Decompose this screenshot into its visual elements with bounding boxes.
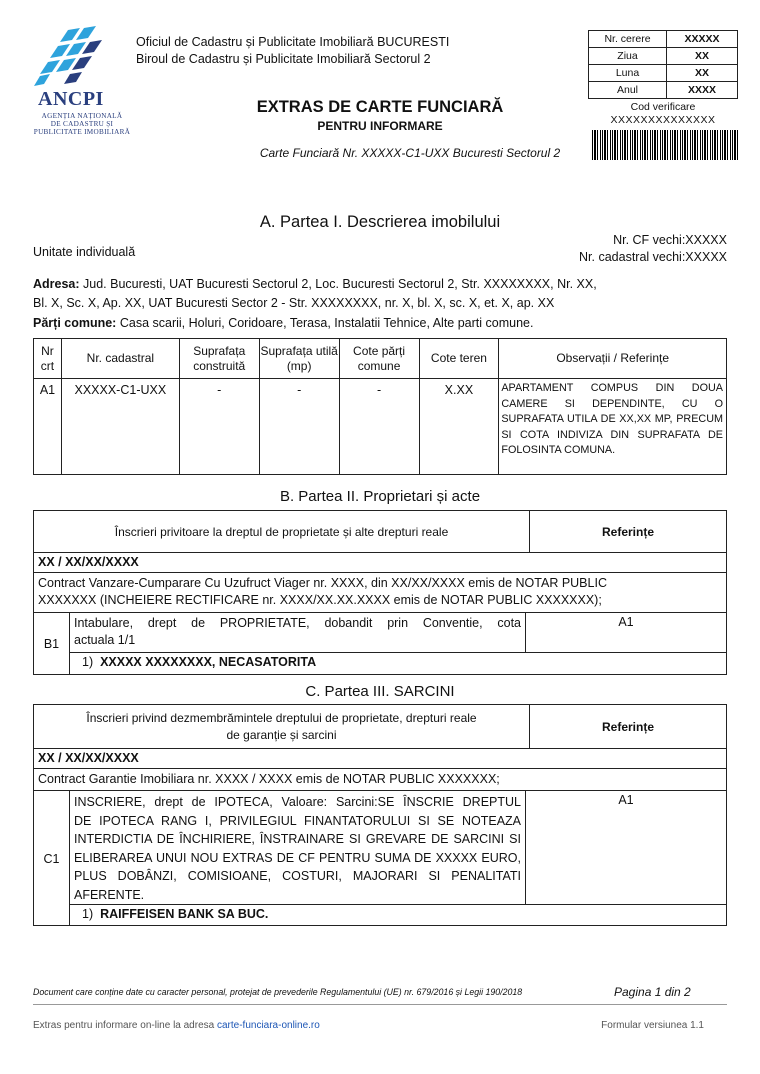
part-c-entry-line-6: AFERENTE. [74,887,145,902]
cf-old: Nr. CF vechi:XXXXX [613,233,727,247]
part-c-entry-line-1: INSCRIERE, drept de IPOTECA, Valoare: Sarcini:SE ÎNSCRIE DREPTUL [74,795,521,809]
row-cote-parti: - [339,379,419,475]
part-c-entry-line-5: PLUS DOBÂNZI, COMISIOANE, COSTURI, MAJORARI SI PENALITATI [74,869,521,883]
col-nr-cadastral: Nr. cadastral [61,339,179,379]
request-label: Anul [589,82,667,99]
part-c-title: C. Partea III. SARCINI [305,683,455,700]
row-supr-constr: - [179,379,259,475]
part-c-head-left [34,705,530,748]
col-suprafata-construita: Suprafața construită [179,339,259,379]
barcode-icon [592,130,738,160]
form-version: Formular versiunea 1.1 [601,1020,704,1031]
document-subtitle: PENTRU INFORMARE [317,119,443,133]
verify-code: XXXXXXXXXXXXXX [610,114,716,126]
row-cadastral: XXXXX-C1-UXX [61,379,179,475]
footer-online [33,1020,320,1031]
office-line-1: Oficiul de Cadastru și Publicitate Imobiliară BUCURESTI [136,35,450,49]
logo-sub-line-1: AGENȚIA NAȚIONALĂ [41,112,123,120]
common-parts-label: Părți comune: [33,316,117,330]
part-b-section [33,510,727,675]
part-b-contract-line-1: Contract Vanzare-Cumparare Cu Uzufruct Viager nr. XXXX, din XX/XX/XXXX emis de NOTAR PUBLIC [38,576,607,590]
request-value: XXXXX [667,31,738,48]
common-parts [33,316,533,330]
part-b-contract-line-2: XXXXXXX (INCHEIERE RECTIFICARE nr. XXXX/XX.XX.XXXX emis de NOTAR PUBLIC XXXXXXX); [38,593,602,607]
document-title: EXTRAS DE CARTE FUNCIARĂ [256,98,504,116]
address-line-2: Bl. X, Sc. X, Ap. XX, UAT Bucuresti Sector 2 - Str. XXXXXXXX, nr. X, bl. X, sc. X, et. X, ap. XX [33,296,555,310]
property-table [33,338,727,475]
owner-name: XXXXX XXXXXXXX, NECASATORITA [100,655,317,669]
part-b-contract [34,573,726,613]
part-c-contract: Contract Garantie Imobiliara nr. XXXX / XXXX emis de NOTAR PUBLIC XXXXXXX; [34,769,726,791]
part-c-entry-line-3: INTERDICTIA DE ÎNCHIRIERE, ÎNSTRAINARE SI GREVARE DE SARCINI SI [74,832,521,846]
part-c-header [34,705,726,749]
logo-sub-line-2: DE CADASTRU ȘI [50,120,114,128]
request-value: XX [667,65,738,82]
part-b-entry-text [70,613,526,653]
footer-online-link[interactable]: carte-funciara-online.ro [216,1020,320,1031]
cf-number-line: Carte Funciară Nr. XXXXX-C1-UXX Bucuresti Sectorul 2 [259,146,561,160]
part-b-entry-ref: A1 [526,613,726,653]
row-cote-teren: X.XX [419,379,499,475]
request-row [589,48,738,65]
request-label: Luna [589,65,667,82]
request-label: Ziua [589,48,667,65]
holder-num: 1) [82,907,94,921]
part-b-header [34,511,726,553]
logo-sub-line-3: PUBLICITATE IMOBILIARĂ [33,128,131,136]
part-c-entry-ref: A1 [526,791,726,905]
footer-online-text: Extras pentru informare on-line la adresa [33,1020,215,1031]
holder-name: RAIFFEISEN BANK SA BUC. [100,907,269,921]
office-line-2: Biroul de Cadastru și Publicitate Imobiliară Sectorul 2 [136,52,431,66]
col-suprafata-utila: Suprafața utilă (mp) [259,339,339,379]
part-c-entry-text [70,791,526,905]
request-row [589,31,738,48]
part-b-head-left: Înscrieri privitoare la dreptul de proprietate și alte drepturi reale [34,511,530,552]
request-row [589,82,738,99]
request-value: XXXX [667,82,738,99]
ancpi-emblem-icon [28,26,136,88]
part-b-title: B. Partea II. Proprietari și acte [279,488,481,505]
part-c-date: XX / XX/XX/XXXX [34,749,726,769]
part-c-section [33,704,727,926]
col-cote-teren: Cote teren [419,339,499,379]
owner-num: 1) [82,655,94,669]
part-c-head-left-line-1: Înscrieri privind dezmembrămintele dreptului de proprietate, drepturi reale [86,711,477,725]
cadastral-old: Nr. cadastral vechi:XXXXX [579,250,727,264]
logo-name: ANCPI [38,88,104,110]
col-cote-parti: Cote părți comune [339,339,419,379]
property-table-header [34,339,727,379]
unit-type: Unitate individuală [33,245,136,259]
part-c-holder [70,905,726,926]
part-a-title: A. Partea I. Descrierea imobilului [259,213,501,231]
part-b-head-right: Referințe [601,524,654,539]
part-c-head-right: Referințe [601,719,654,734]
part-c-head-left-line-2: de garanție și sarcini [226,728,337,742]
footer-note: Document care conține date cu caracter personal, protejat de prevederile Regulamentului (UE) nr. 679/2016 și Legii 190/2018 [33,987,523,997]
row-observatii: APARTAMENT COMPUS DIN DOUA CAMERE SI DEPENDINTE, CU O SUPRAFATA UTILA DE XX,XX MP, PRECUM SI COTA INDIVIZA DIN SUPRAFATA DE FOLOSINTA COMUNA. [499,379,727,475]
part-b-owner [70,653,726,675]
part-b-entry-line-2: actuala 1/1 [74,633,136,647]
footer-divider [33,1004,727,1005]
part-c-entry-line-2: DE IPOTECA RANG I, PRIVILEGIUL FINANTATORULUI SI SE NOTEAZA [74,813,521,828]
col-nr-crt: Nr crt [34,339,62,379]
request-info-table [588,30,738,99]
table-row [34,379,727,475]
part-b-entry-line-1: Intabulare, drept de PROPRIETATE, dobandit prin Conventie, cota [74,616,521,630]
row-supr-util: - [259,379,339,475]
address-line-1 [33,277,597,291]
part-b-date: XX / XX/XX/XXXX [34,553,726,573]
ancpi-logo [28,26,136,138]
address-value-1: Jud. Bucuresti, UAT Bucuresti Sectorul 2, Loc. Bucuresti Sectorul 2, Str. XXXXXXXX, Nr. XX, [83,277,597,291]
request-row [589,65,738,82]
col-observatii: Observații / Referințe [499,339,727,379]
request-label: Nr. cerere [589,31,667,48]
verify-label: Cod verificare [630,101,696,113]
row-nr: A1 [34,379,62,475]
request-value: XX [667,48,738,65]
part-c-entry-line-4: ELIBERAREA UNUI NOU EXTRAS DE CF PENTRU SUMA DE XXXXX EURO, [74,850,521,865]
part-b-entry-id: B1 [34,613,70,675]
page-number: Pagina 1 din 2 [614,985,691,999]
common-parts-value: Casa scarii, Holuri, Coridoare, Terasa, Instalatii Tehnice, Alte parti comune. [119,316,534,330]
address-label: Adresa: [33,277,80,291]
part-c-entry-id: C1 [34,791,70,926]
